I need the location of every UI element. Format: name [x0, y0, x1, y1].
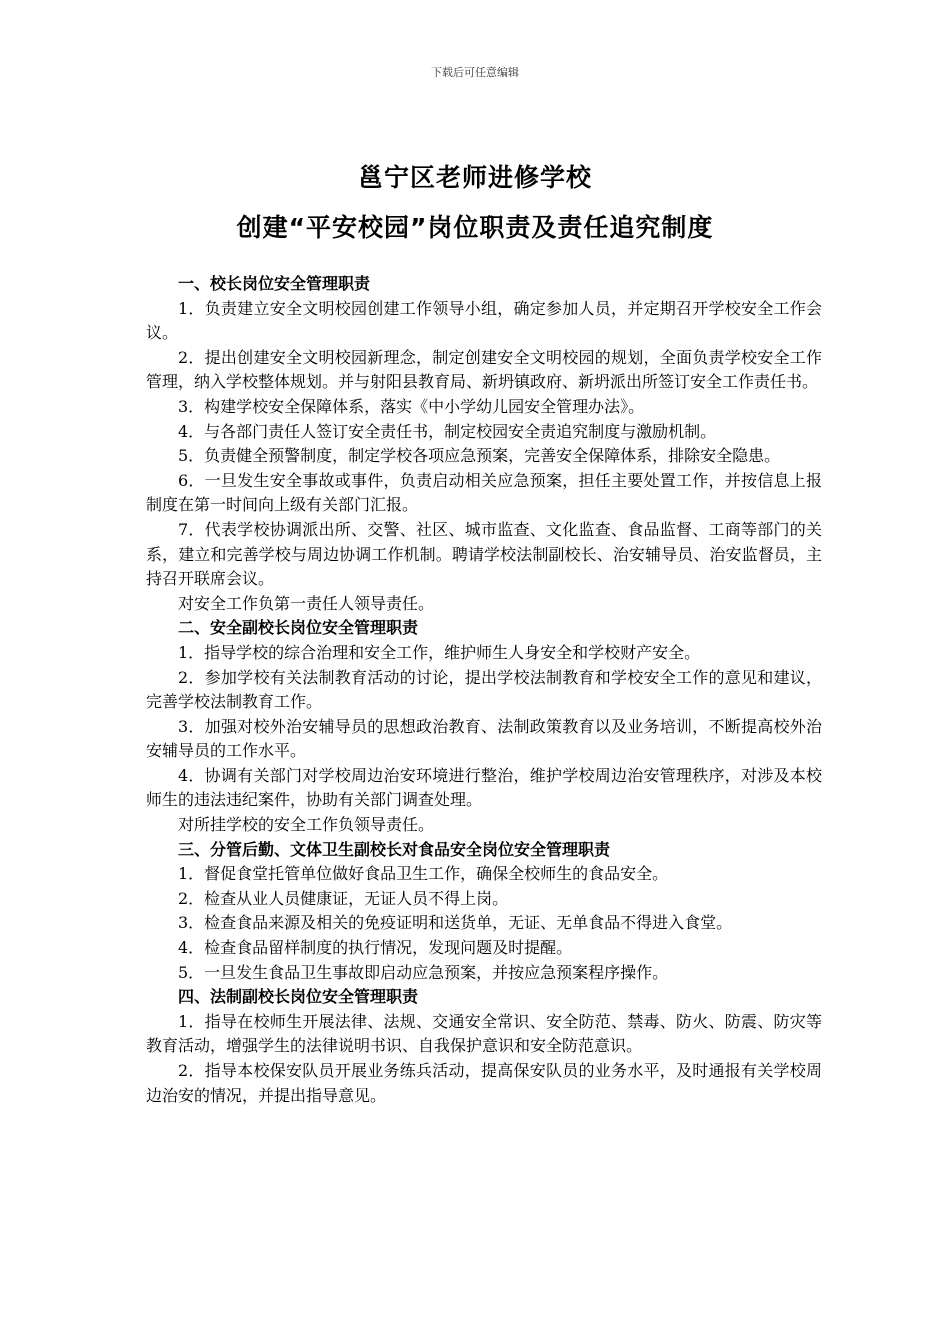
paragraph: 2．检查从业人员健康证，无证人员不得上岗。 — [178, 888, 509, 908]
paragraph: 2．参加学校有关法制教育活动的讨论，提出学校法制教育和学校安全工作的意见和建议，完善学校法制教育工作。 — [146, 667, 822, 712]
paragraph: 5．负责健全预警制度，制定学校各项应急预案，完善安全保障体系，排除安全隐患。 — [178, 446, 781, 466]
paragraph: 1．督促食堂托管单位做好食品卫生工作，确保全校师生的食品安全。 — [178, 864, 669, 884]
paragraph: 对安全工作负第一责任人领导责任。 — [178, 593, 435, 613]
section-heading: 三、分管后勤、文体卫生副校长对食品安全岗位安全管理职责 — [178, 839, 611, 859]
paragraph: 4．与各部门责任人签订安全责任书，制定校园安全责追究制度与激励机制。 — [178, 421, 717, 441]
paragraph: 4．检查食品留样制度的执行情况，发现问题及时提醒。 — [178, 938, 573, 958]
paragraph: 3．构建学校安全保障体系，落实《中小学幼儿园安全管理办法》。 — [178, 396, 645, 416]
document-title-line1: 邕宁区老师进修学校 — [357, 163, 592, 192]
section-heading: 二、安全副校长岗位安全管理职责 — [178, 618, 419, 638]
paragraph: 3．检查食品来源及相关的免疫证明和送货单，无证、无单食品不得进入食堂。 — [178, 913, 733, 933]
paragraph: 1．指导在校师生开展法律、法规、交通安全常识、安全防范、禁毒、防火、防震、防灾等教育活动，增强学生的法律说明书识、自我保护意识和安全防范意识。 — [146, 1011, 822, 1056]
paragraph: 3．加强对校外治安辅导员的思想政治教育、法制政策教育以及业务培训，不断提高校外治安辅导员的工作水平。 — [146, 716, 822, 761]
paragraph: 7．代表学校协调派出所、交警、社区、城市监查、文化监查、食品监督、工商等部门的关系，建立和完善学校与周边协调工作机制。聘请学校法制副校长、治安辅导员、治安监督员，主持召开联席会议。 — [146, 519, 822, 589]
section-heading: 四、法制副校长岗位安全管理职责 — [178, 987, 419, 1007]
paragraph: 1．负责建立安全文明校园创建工作领导小组，确定参加人员，并定期召开学校安全工作会议。 — [146, 298, 822, 343]
paragraph: 5．一旦发生食品卫生事故即启动应急预案，并按应急预案程序操作。 — [178, 962, 669, 982]
paragraph: 4．协调有关部门对学校周边治安环境进行整治，维护学校周边治安管理秩序，对涉及本校师生的违法违纪案件，协助有关部门调查处理。 — [146, 765, 822, 810]
paragraph: 2．提出创建安全文明校园新理念，制定创建安全文明校园的规划，全面负责学校安全工作管理，纳入学校整体规划。并与射阳县教育局、新坍镇政府、新坍派出所签订安全工作责任书。 — [146, 347, 822, 392]
document-title-line2: 创建“平安校园”岗位职责及责任追究制度 — [236, 213, 714, 242]
header-note: 下载后可任意编辑 — [431, 66, 519, 79]
document-body — [146, 272, 822, 1108]
paragraph: 对所挂学校的安全工作负领导责任。 — [178, 815, 435, 835]
section-heading: 一、校长岗位安全管理职责 — [178, 274, 371, 293]
paragraph: 2．指导本校保安队员开展业务练兵活动，提高保安队员的业务水平，及时通报有关学校周边治安的情况，并提出指导意见。 — [146, 1061, 822, 1105]
paragraph: 1．指导学校的综合治理和安全工作，维护师生人身安全和学校财产安全。 — [178, 642, 701, 662]
paragraph: 6．一旦发生安全事故或事件，负责启动相关应急预案，担任主要处置工作，并按信息上报制度在第一时间向上级有关部门汇报。 — [146, 470, 822, 515]
